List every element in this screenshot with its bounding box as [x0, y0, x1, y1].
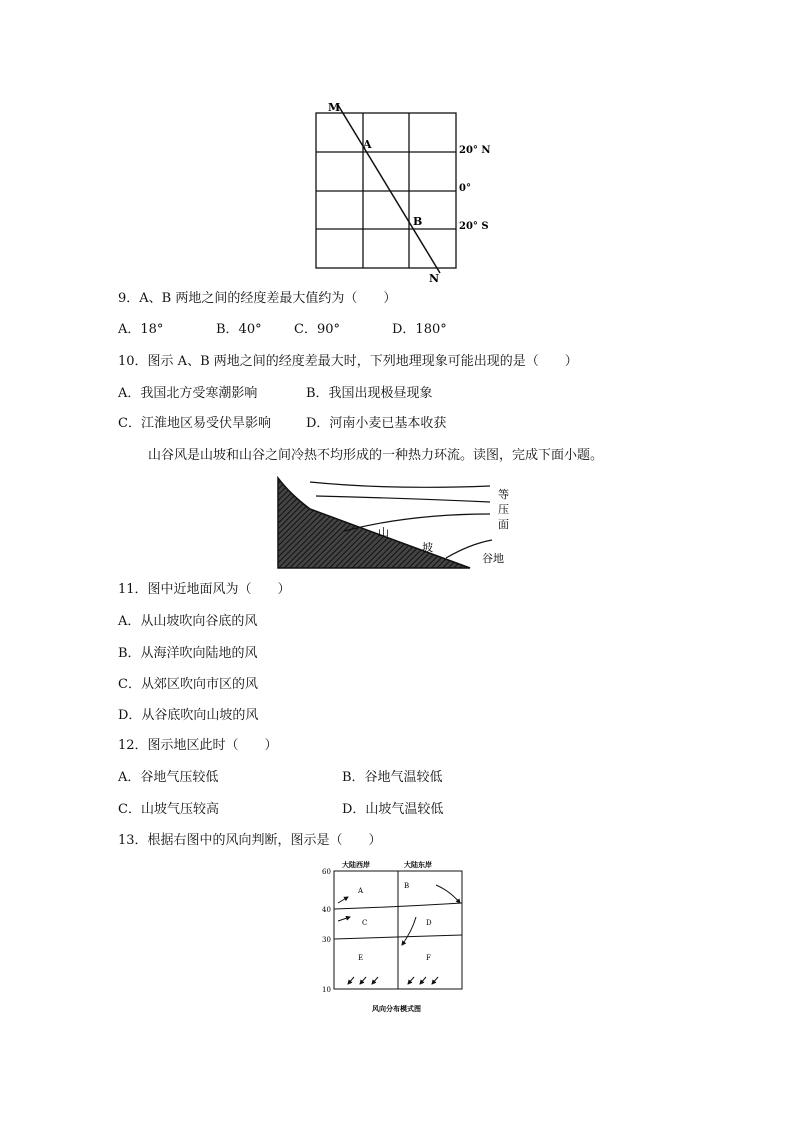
q12-option-d[interactable]: D．山坡气温较低 [342, 802, 444, 817]
q10-stem: 10．图示 A、B 两地之间的经度差最大时，下列地理现象可能出现的是（ ） [118, 354, 578, 369]
header-west-coast: 大陆西岸 [342, 860, 370, 869]
isobar-1 [310, 482, 490, 487]
wind-arrow-a [338, 897, 348, 903]
lat-20s: 20° S [459, 221, 489, 232]
trade-wind-arrow-4 [408, 977, 414, 984]
figure-grid-mn [300, 95, 500, 285]
q9-option-d[interactable]: D．180° [392, 322, 447, 337]
label-n: N [429, 272, 440, 285]
q11-option-a[interactable]: A．从山坡吹向谷底的风 [118, 614, 258, 629]
intro-paragraph: 山谷风是山坡和山谷之间冷热不均形成的一种热力环流。读图，完成下面小题。 [148, 448, 604, 463]
line-mn [338, 105, 440, 273]
isobar-3 [344, 514, 490, 531]
label-deng: 等 [498, 488, 509, 501]
q9-option-b[interactable]: B．40° [216, 322, 262, 337]
q12-option-a[interactable]: A．谷地气压较低 [118, 770, 219, 785]
trade-wind-arrow-1 [348, 977, 354, 984]
q11-option-b[interactable]: B．从海洋吹向陆地的风 [118, 646, 258, 661]
trade-wind-arrow-5 [420, 977, 426, 984]
q11-option-c[interactable]: C．从郊区吹向市区的风 [118, 677, 258, 692]
trade-wind-arrow-3 [372, 977, 378, 984]
q9-option-c[interactable]: C．90° [294, 322, 340, 337]
q12-stem: 12．图示地区此时（ ） [118, 738, 278, 753]
label-b: B [413, 215, 423, 228]
trade-wind-arrow-2 [360, 977, 366, 984]
q10-option-c[interactable]: C．江淮地区易受伏旱影响 [118, 416, 271, 431]
q9-option-a[interactable]: A．18° [118, 322, 164, 337]
label-gudi: 谷地 [482, 552, 504, 565]
lat-0: 0° [459, 183, 471, 194]
q13-stem: 13．根据右图中的风向判断，图示是（ ） [118, 833, 382, 848]
wind-arrow-d [402, 917, 416, 945]
lat-20n: 20° N [459, 145, 491, 156]
label-a: A [363, 138, 372, 151]
q10-option-b[interactable]: B．我国出现极昼现象 [306, 386, 433, 401]
mountain-slope-shape [278, 478, 470, 568]
cell-b: B [404, 882, 410, 890]
lat-30-label: 30 [322, 936, 331, 944]
label-mian: 面 [498, 518, 509, 531]
trade-wind-arrow-6 [432, 977, 438, 984]
label-shan: 山 [378, 526, 389, 539]
figure-slope [270, 474, 520, 574]
label-po: 坡 [422, 541, 433, 554]
lat-60-label: 60 [322, 868, 331, 876]
cell-d: D [426, 919, 432, 927]
figure-wind-pattern [316, 857, 486, 1017]
cell-a: A [358, 887, 364, 895]
cell-c: C [362, 919, 368, 927]
isobar-2 [316, 496, 490, 502]
q9-stem: 9．A、B 两地之间的经度差最大值约为（ ） [118, 291, 397, 306]
label-ya: 压 [498, 503, 509, 516]
q10-option-d[interactable]: D．河南小麦已基本收获 [306, 416, 447, 431]
header-east-coast: 大陆东岸 [404, 860, 432, 869]
q12-option-c[interactable]: C．山坡气压较高 [118, 802, 219, 817]
figure3-caption: 风向分布模式图 [372, 1004, 421, 1013]
lat-40-label: 40 [322, 906, 331, 914]
q10-option-a[interactable]: A．我国北方受寒潮影响 [118, 386, 258, 401]
label-m: M [328, 101, 341, 114]
q12-option-b[interactable]: B．谷地气温较低 [342, 770, 443, 785]
q11-option-d[interactable]: D．从谷底吹向山坡的风 [118, 708, 259, 723]
cell-f: F [426, 954, 431, 962]
lat-10-label: 10 [322, 986, 331, 994]
q11-stem: 11．图中近地面风为（ ） [118, 582, 291, 597]
cell-e: E [358, 954, 364, 962]
wind-arrow-c [338, 917, 350, 921]
wind-arrow-b [436, 885, 460, 903]
